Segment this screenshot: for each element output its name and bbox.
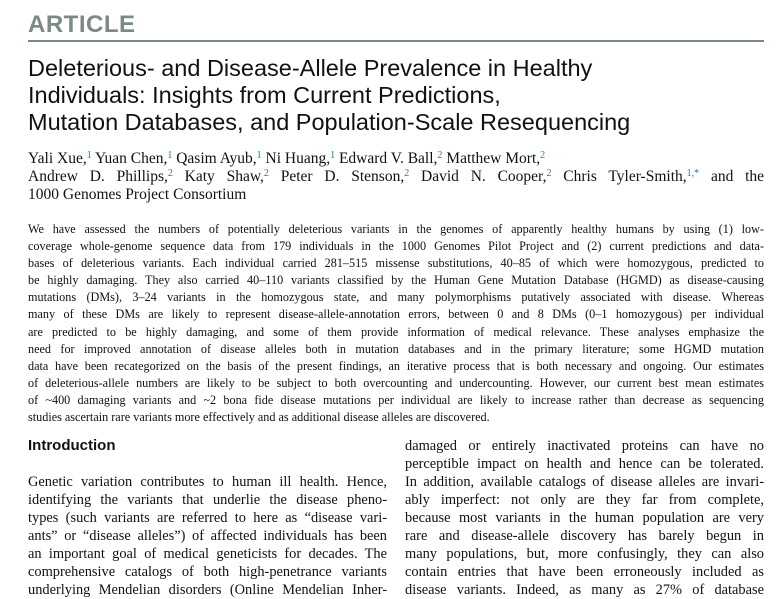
author-name: Andrew D. Phillips, [28, 168, 168, 185]
body-line: underlying Mendelian disorders (Online Mendelian Inher- [28, 582, 387, 598]
abstract-line: of ~400 damaging variants and ~2 bona fide disease mutations per individual are likely to increase rather than decrease as sequencing [28, 392, 764, 407]
body-line: In addition, available catalogs of disease alleles are invari- [405, 474, 764, 490]
body-line: damaged or entirely inactivated proteins can have no [405, 438, 764, 454]
author-name: Ni Huang, [265, 150, 331, 167]
body-line: ants” or “disease alleles”) of affected individuals has been [28, 528, 387, 544]
abstract-line: of deleterious-allele numbers are likely to be subject to both overcounting and undercounting. However, our current best mean estimates [28, 375, 764, 390]
title-line: Deleterious- and Disease-Allele Prevalence in Healthy [28, 55, 593, 81]
author-name: Katy Shaw, [184, 168, 264, 185]
author-name: Yali Xue, [28, 150, 87, 167]
abstract-line: are predicted to be highly damaging, and some of them provide information of medical relevance. These analyses emphasize the [28, 324, 764, 339]
body-column-left [28, 473, 387, 599]
body-line: many populations, but, more confusingly, they can also [405, 546, 764, 562]
affiliation-mark: 2 [540, 150, 546, 161]
affiliation-mark: 2 [437, 150, 443, 161]
abstract-line: coverage whole-genome sequence data from 179 individuals in the 1000 Genomes Pilot Project and (2) current predictions and data- [28, 239, 764, 254]
title-line: Individuals: Insights from Current Predictions, [28, 82, 501, 108]
section-label: ARTICLE [28, 11, 136, 38]
title-line: Mutation Databases, and Population-Scale Resequencing [28, 109, 631, 135]
author-name: Edward V. Ball, [338, 150, 438, 167]
body-line: Genetic variation contributes to human ill health. Hence, [28, 474, 387, 490]
author-line-2 [28, 168, 764, 186]
body-line: ably imperfect: not only are they far from complete, [405, 492, 764, 508]
author-name: Chris Tyler-Smith, [563, 168, 687, 185]
article-title [28, 55, 768, 136]
affiliation-mark: 1 [86, 150, 92, 161]
abstract-line: many of these DMs are likely to represent disease-allele-annotation errors, between 0 and 8 DMs (0–1 homozygous) per individual [28, 307, 764, 322]
abstract [28, 221, 764, 426]
affiliation-mark: 2 [263, 168, 269, 179]
author-name: David N. Cooper, [421, 168, 547, 185]
body-column-right [405, 437, 764, 599]
author-list [28, 150, 764, 204]
affiliation-mark: 1,* [686, 168, 700, 179]
body-line: an important goal of medical geneticists for decades. The [28, 546, 387, 562]
body-line: contain entries that have been erroneously included as [405, 564, 764, 580]
author-line-3: 1000 Genomes Project Consortium [28, 186, 247, 203]
abstract-line: data have been recategorized on the basis of the present findings, an iterative process that is both necessary and ongoing. Our estimates [28, 358, 764, 373]
body-line: comprehensive catalogs of both high-penetrance variants [28, 564, 387, 580]
abstract-line: bases of deleterious variants. Each individual carried 281–515 missense substitutions, 40–85 of which were homozygous, predicted to [28, 256, 764, 271]
affiliation-mark: 1 [330, 150, 336, 161]
affiliation-mark: 2 [546, 168, 552, 179]
abstract-line: be highly damaging. They also carried 40–110 variants classified by the Human Gene Mutation Database (HGMD) as disease-causing [28, 273, 764, 288]
author-line-1 [28, 150, 764, 168]
affiliation-mark: 1 [167, 150, 173, 161]
header-rule [28, 40, 764, 42]
affiliation-mark: 1 [256, 150, 262, 161]
section-heading-introduction: Introduction [28, 437, 116, 454]
abstract-line: We have assessed the numbers of potentially deleterious variants in the genomes of apparently healthy humans by using (1) low- [28, 222, 764, 236]
body-line: perceptible impact on health and hence can be tolerated. [405, 456, 764, 472]
affiliation-mark: 2 [404, 168, 410, 179]
author-name: Matthew Mort, [446, 150, 541, 167]
abstract-line: need for improved annotation of disease alleles both in mutation databases and in the primary literature; some HGMD mutation [28, 341, 764, 356]
abstract-line: studies ascertain rare variants more effectively and as additional disease alleles are discovered. [28, 410, 490, 425]
author-name: Yuan Chen, [95, 150, 168, 167]
body-line: disease variants. Indeed, as many as 27% of database [405, 582, 764, 598]
author-name: and the [710, 168, 765, 185]
body-line: identifying the variants that underlie the disease pheno- [28, 492, 387, 508]
body-line: rare and disease-allele discovery has barely begun in [405, 528, 764, 544]
affiliation-mark: 2 [167, 168, 173, 179]
abstract-line: mutations (DMs), 3–24 variants in the homozygous state, and many polymorphisms putatively associated with disease. Whereas [28, 290, 764, 305]
author-name: Qasim Ayub, [176, 150, 257, 167]
author-name: Peter D. Stenson, [280, 168, 405, 185]
body-line: because most variants in the human population are very [405, 510, 764, 526]
body-line: types (such variants are referred to here as “disease vari- [28, 510, 387, 526]
